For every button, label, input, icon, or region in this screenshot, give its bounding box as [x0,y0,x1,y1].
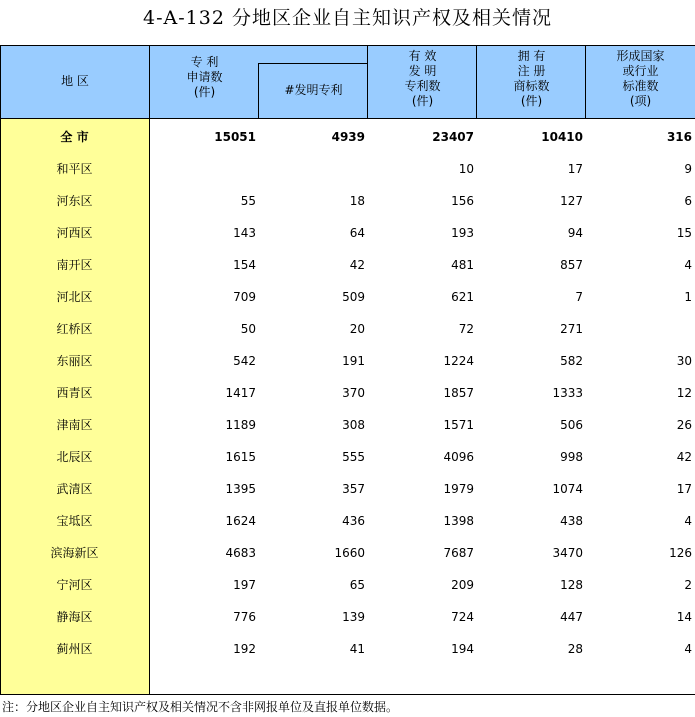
region-name-cell: 宁河区 [56,578,93,592]
registered-trademarks-cell: 998 [560,450,583,464]
header-divider-3 [476,45,477,119]
header-invention: #发明专利 [284,83,343,97]
standards-count-cell: 42 [676,450,692,464]
invention-patents-cell: 1660 [334,546,365,560]
standards-count-cell: 4 [684,642,692,656]
table-row [0,249,695,281]
invention-patents-cell: 41 [349,642,365,656]
registered-trademarks-cell: 28 [567,642,583,656]
header-bottom-border [0,118,695,119]
patent-applications-cell: 1624 [225,514,256,528]
table-row [0,345,695,377]
patent-applications-cell: 776 [233,610,256,624]
standards-count-cell: 2 [684,578,692,592]
header-standards: 形成国家 或行业 标准数 (项) [616,49,665,108]
standards-count-cell: 15 [676,226,692,240]
table-top-border [0,45,695,46]
invention-patents-cell: 139 [342,610,365,624]
standards-count-cell: 4 [684,514,692,528]
patent-applications-cell: 709 [233,290,256,304]
standards-count-cell: 14 [676,610,692,624]
region-name-cell: 宝坻区 [56,514,93,528]
valid-invention-patents-cell: 209 [451,578,474,592]
invention-patents-cell: 191 [342,354,365,368]
header-divider-4 [585,45,586,119]
registered-trademarks-cell: 94 [567,226,583,240]
patent-applications-cell: 1417 [225,386,256,400]
standards-count-cell: 1 [684,290,692,304]
region-name-cell: 静海区 [56,610,93,624]
valid-invention-patents-cell: 724 [451,610,474,624]
registered-trademarks-cell: 506 [560,418,583,432]
table-row-total [0,121,695,153]
standards-count-cell: 9 [684,162,692,176]
registered-trademarks-cell: 10410 [541,130,583,144]
invention-patents-cell: 18 [349,194,365,208]
valid-invention-patents-cell: 193 [451,226,474,240]
table-row [0,633,695,665]
registered-trademarks-cell: 7 [575,290,583,304]
valid-invention-patents-cell: 1571 [443,418,474,432]
patent-applications-cell: 197 [233,578,256,592]
table-row [0,473,695,505]
invention-patents-cell: 436 [342,514,365,528]
valid-invention-patents-cell: 1857 [443,386,474,400]
patent-applications-cell: 1395 [225,482,256,496]
invention-patents-cell: 370 [342,386,365,400]
table-row [0,505,695,537]
invention-patents-cell: 357 [342,482,365,496]
table-row [0,185,695,217]
registered-trademarks-cell: 1333 [552,386,583,400]
registered-trademarks-cell: 3470 [552,546,583,560]
registered-trademarks-cell: 857 [560,258,583,272]
registered-trademarks-cell: 1074 [552,482,583,496]
table-row [0,409,695,441]
header-trademarks: 拥 有 注 册 商标数 (件) [513,49,550,108]
registered-trademarks-cell: 582 [560,354,583,368]
region-name-cell: 河西区 [56,226,93,240]
table-row [0,441,695,473]
region-name-cell: 津南区 [56,418,93,432]
standards-count-cell: 17 [676,482,692,496]
patent-applications-cell: 55 [240,194,256,208]
region-name-cell: 南开区 [56,258,93,272]
table-row [0,601,695,633]
region-name-cell: 蓟州区 [56,642,93,656]
valid-invention-patents-cell: 23407 [432,130,474,144]
region-name-cell: 河东区 [56,194,93,208]
patent-applications-cell: 154 [233,258,256,272]
invention-patents-cell: 42 [349,258,365,272]
standards-count-cell: 12 [676,386,692,400]
header-subdivider [259,63,368,64]
table-row [0,569,695,601]
valid-invention-patents-cell: 7687 [443,546,474,560]
table-row [0,313,695,345]
invention-patents-cell: 65 [349,578,365,592]
invention-patents-cell [259,153,365,185]
header-valid-invention: 有 效 发 明 专利数 (件) [404,49,441,108]
valid-invention-patents-cell: 1979 [443,482,474,496]
registered-trademarks-cell: 128 [560,578,583,592]
page-title: 4-A-132 分地区企业自主知识产权及相关情况 [143,7,552,29]
table-row [0,377,695,409]
standards-count-cell: 26 [676,418,692,432]
header-patent-app: 专 利 申请数 (件) [186,55,223,99]
patent-applications-cell: 192 [233,642,256,656]
footnote: 注：分地区企业自主知识产权及相关情况不含非网报单位及直报单位数据。 [2,700,399,714]
valid-invention-patents-cell: 194 [451,642,474,656]
valid-invention-patents-cell: 10 [458,162,474,176]
table-bottom-border [0,694,695,695]
registered-trademarks-cell: 447 [560,610,583,624]
header-divider-2 [367,45,368,119]
region-name-cell: 东丽区 [56,354,93,368]
invention-patents-cell: 555 [342,450,365,464]
region-name-cell: 全 市 [60,130,89,144]
registered-trademarks-cell: 438 [560,514,583,528]
table-row [0,281,695,313]
invention-patents-cell: 64 [349,226,365,240]
patent-applications-cell: 4683 [225,546,256,560]
patent-applications-cell: 50 [240,322,256,336]
region-name-cell: 红桥区 [56,322,93,336]
valid-invention-patents-cell: 1224 [443,354,474,368]
registered-trademarks-cell: 271 [560,322,583,336]
invention-patents-cell: 509 [342,290,365,304]
header-region: 地 区 [61,74,89,88]
valid-invention-patents-cell: 72 [458,322,474,336]
patent-applications-cell: 15051 [214,130,256,144]
patent-applications-cell: 542 [233,354,256,368]
standards-count-cell: 6 [684,194,692,208]
registered-trademarks-cell: 17 [567,162,583,176]
data-table [0,45,695,695]
standards-count-cell: 316 [666,130,692,144]
region-name-cell: 北辰区 [56,450,93,464]
patent-applications-cell: 1189 [225,418,256,432]
valid-invention-patents-cell: 4096 [443,450,474,464]
valid-invention-patents-cell: 621 [451,290,474,304]
patent-applications-cell: 143 [233,226,256,240]
valid-invention-patents-cell: 481 [451,258,474,272]
region-name-cell: 滨海新区 [50,546,99,560]
standards-count-cell [586,313,692,345]
patent-applications-cell: 1615 [225,450,256,464]
invention-patents-cell: 4939 [331,130,365,144]
standards-count-cell: 126 [669,546,692,560]
table-row [0,217,695,249]
region-name-cell: 武清区 [56,482,93,496]
invention-patents-cell: 308 [342,418,365,432]
header-divider-1 [258,63,259,119]
patent-applications-cell [150,153,256,185]
standards-count-cell: 4 [684,258,692,272]
table-row [0,153,695,185]
region-name-cell: 河北区 [56,290,93,304]
invention-patents-cell: 20 [349,322,365,336]
region-name-cell: 和平区 [56,162,93,176]
region-name-cell: 西青区 [56,386,93,400]
table-row [0,537,695,569]
valid-invention-patents-cell: 156 [451,194,474,208]
registered-trademarks-cell: 127 [560,194,583,208]
header-patent-app-cell-extension [259,45,368,63]
valid-invention-patents-cell: 1398 [443,514,474,528]
standards-count-cell: 30 [676,354,692,368]
